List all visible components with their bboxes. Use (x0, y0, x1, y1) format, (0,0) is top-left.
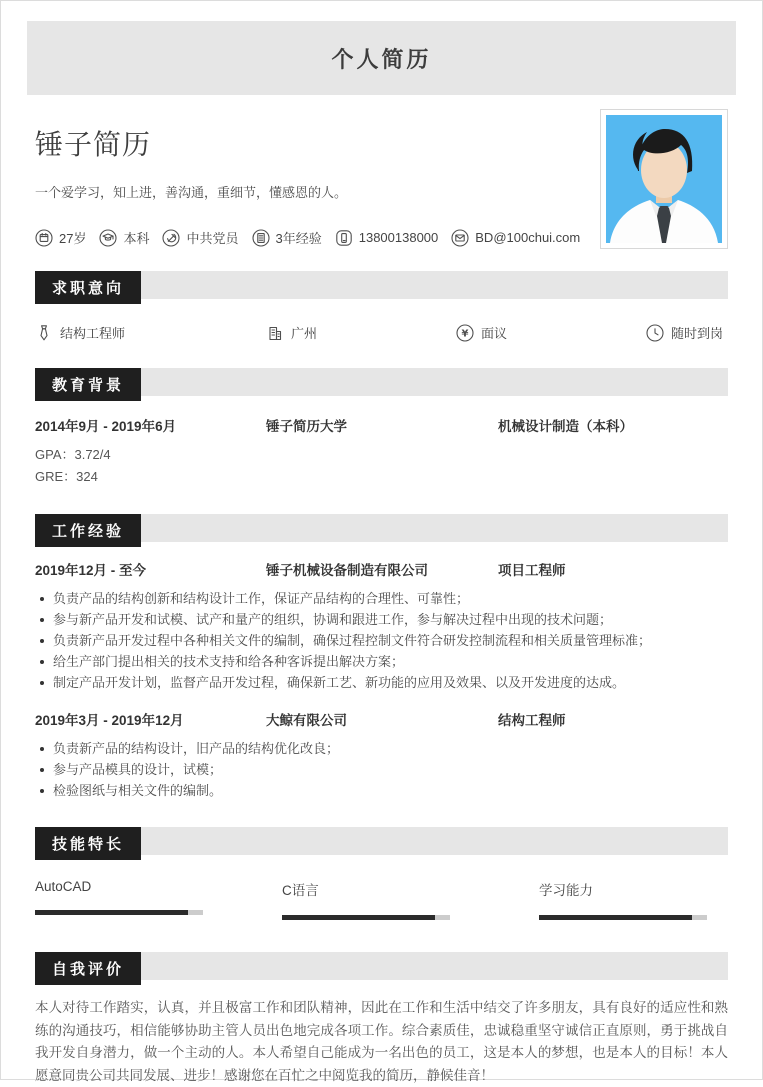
job1-role: 项目工程师 (498, 563, 566, 578)
education-gpa: GPA：3.72/4 (35, 447, 111, 462)
job1-bullets (35, 588, 728, 693)
job2-company: 大鲸有限公司 (266, 713, 347, 728)
job-intention-row (35, 323, 728, 342)
phone-icon (335, 229, 353, 247)
skill-c-language (282, 879, 539, 920)
email-item (451, 229, 580, 247)
building-icon (266, 324, 284, 342)
intent-salary (456, 323, 646, 342)
tie-icon (35, 324, 53, 342)
job1-bullet: 给生产部门提出相关的技术支持和给各种客诉提出解决方案； (35, 651, 728, 672)
skill-name: C语言 (282, 883, 319, 898)
skill-bar-track (35, 910, 203, 915)
job1-bullet: 负责产品的结构创新和结构设计工作，保证产品结构的合理性、可靠性； (35, 588, 728, 609)
degree-text: 本科 (123, 231, 150, 246)
calendar-icon (35, 229, 53, 247)
clock-icon (646, 324, 664, 342)
job1-bullet: 制定产品开发计划，监督产品开发过程，确保新工艺、新功能的应用及效果、以及开发进度的达成。 (35, 672, 728, 693)
avatar (606, 115, 722, 243)
skill-autocad (35, 879, 282, 920)
party-text: 中共党员 (186, 231, 239, 246)
evaluation-text: 本人对待工作踏实，认真，并且极富工作和团队精神，因此在工作和生活中结交了许多朋友，具有良好的适应性和熟练的沟通技巧，相信能够协助主管人员出色地完成各项工作。综合素质佳，忠诚稳重坚守诚信正直原则，勇于挑战自我开发自身潜力，做一个主动的人。本人希望自己能成为一名出色的员工，这是本人的梦想，也是本人的目标！本人愿意同贵公司共同发展、进步！感谢您在百忙之中阅览我的简历，静候佳音！ (35, 1000, 728, 1083)
person-name: 锤子简历 (35, 129, 152, 160)
section-title-education: 教育背景 (35, 368, 141, 401)
phone-item (335, 229, 439, 247)
intent-city-text: 广州 (291, 326, 318, 341)
job2-bullet: 参与产品模具的设计，试模； (35, 759, 728, 780)
skill-bar-fill (539, 915, 692, 920)
job1-company: 锤子机械设备制造有限公司 (266, 563, 428, 578)
intent-salary-text: 面议 (481, 326, 508, 341)
job1-bullet: 参与新产品开发和试模、试产和量产的组织，协调和跟进工作，参与解决过程中出现的技术问题； (35, 609, 728, 630)
email-icon (451, 229, 469, 247)
age-item (35, 228, 86, 247)
job1-bullet: 负责新产品开发过程中各种相关文件的编制，确保过程控制文件符合研发控制流程和相关质量管理标准； (35, 630, 728, 651)
section-job-intention (35, 271, 728, 299)
phone-text: 13800138000 (358, 230, 439, 245)
contact-row (35, 228, 580, 247)
experience-item (252, 228, 322, 247)
job2-bullets (35, 738, 728, 801)
education-major: 机械设计制造（本科） (498, 419, 633, 434)
section-skills (35, 827, 728, 855)
degree-icon (99, 229, 117, 247)
skill-bar-fill (282, 915, 435, 920)
experience-icon (252, 229, 270, 247)
intent-position (35, 323, 266, 342)
degree-item (99, 228, 149, 247)
skill-name: AutoCAD (35, 879, 92, 894)
intent-availability-text: 随时到岗 (671, 326, 724, 341)
skill-name: 学习能力 (539, 883, 593, 898)
skill-bar-track (282, 915, 450, 920)
intent-position-text: 结构工程师 (60, 326, 126, 341)
education-period: 2014年9月 - 2019年6月 (35, 419, 177, 434)
party-item (162, 228, 238, 247)
job2-period: 2019年3月 - 2019年12月 (35, 713, 184, 728)
section-title-evaluation: 自我评价 (35, 952, 141, 985)
intent-availability (646, 323, 728, 342)
party-icon (162, 229, 180, 247)
job2-bullet: 负责新产品的结构设计，旧产品的结构优化改良； (35, 738, 728, 759)
job2-role: 结构工程师 (498, 713, 566, 728)
age-text: 27岁 (59, 231, 87, 246)
profile-photo (600, 109, 728, 249)
education-details (35, 444, 728, 488)
section-work (35, 514, 728, 542)
section-education (35, 368, 728, 396)
education-gre: GRE：324 (35, 469, 98, 484)
education-school: 锤子简历大学 (266, 419, 347, 434)
intent-city (266, 323, 456, 342)
skill-bar-fill (35, 910, 188, 915)
section-title-skills: 技能特长 (35, 827, 141, 860)
job1-header (35, 559, 728, 579)
job2-header (35, 709, 728, 729)
section-evaluation (35, 952, 728, 980)
email-text: BD@100chui.com (475, 230, 581, 245)
skill-learning (539, 879, 728, 920)
tagline: 一个爱学习，知上进，善沟通，重细节，懂感恩的人。 (35, 185, 348, 200)
job2-bullet: 检验图纸与相关文件的编制。 (35, 780, 728, 801)
salary-icon (456, 324, 474, 342)
resume-banner (27, 21, 736, 95)
skill-bar-track (539, 915, 707, 920)
job1-period: 2019年12月 - 至今 (35, 563, 147, 578)
svg-text:¥: ¥ (461, 327, 469, 339)
skills-row (35, 879, 728, 920)
section-title-job-intention: 求职意向 (35, 271, 141, 304)
banner-title: 个人简历 (331, 46, 432, 72)
experience-text: 3年经验 (275, 231, 322, 246)
section-title-work: 工作经验 (35, 514, 141, 547)
resume-header (35, 109, 728, 249)
education-row (35, 415, 728, 435)
